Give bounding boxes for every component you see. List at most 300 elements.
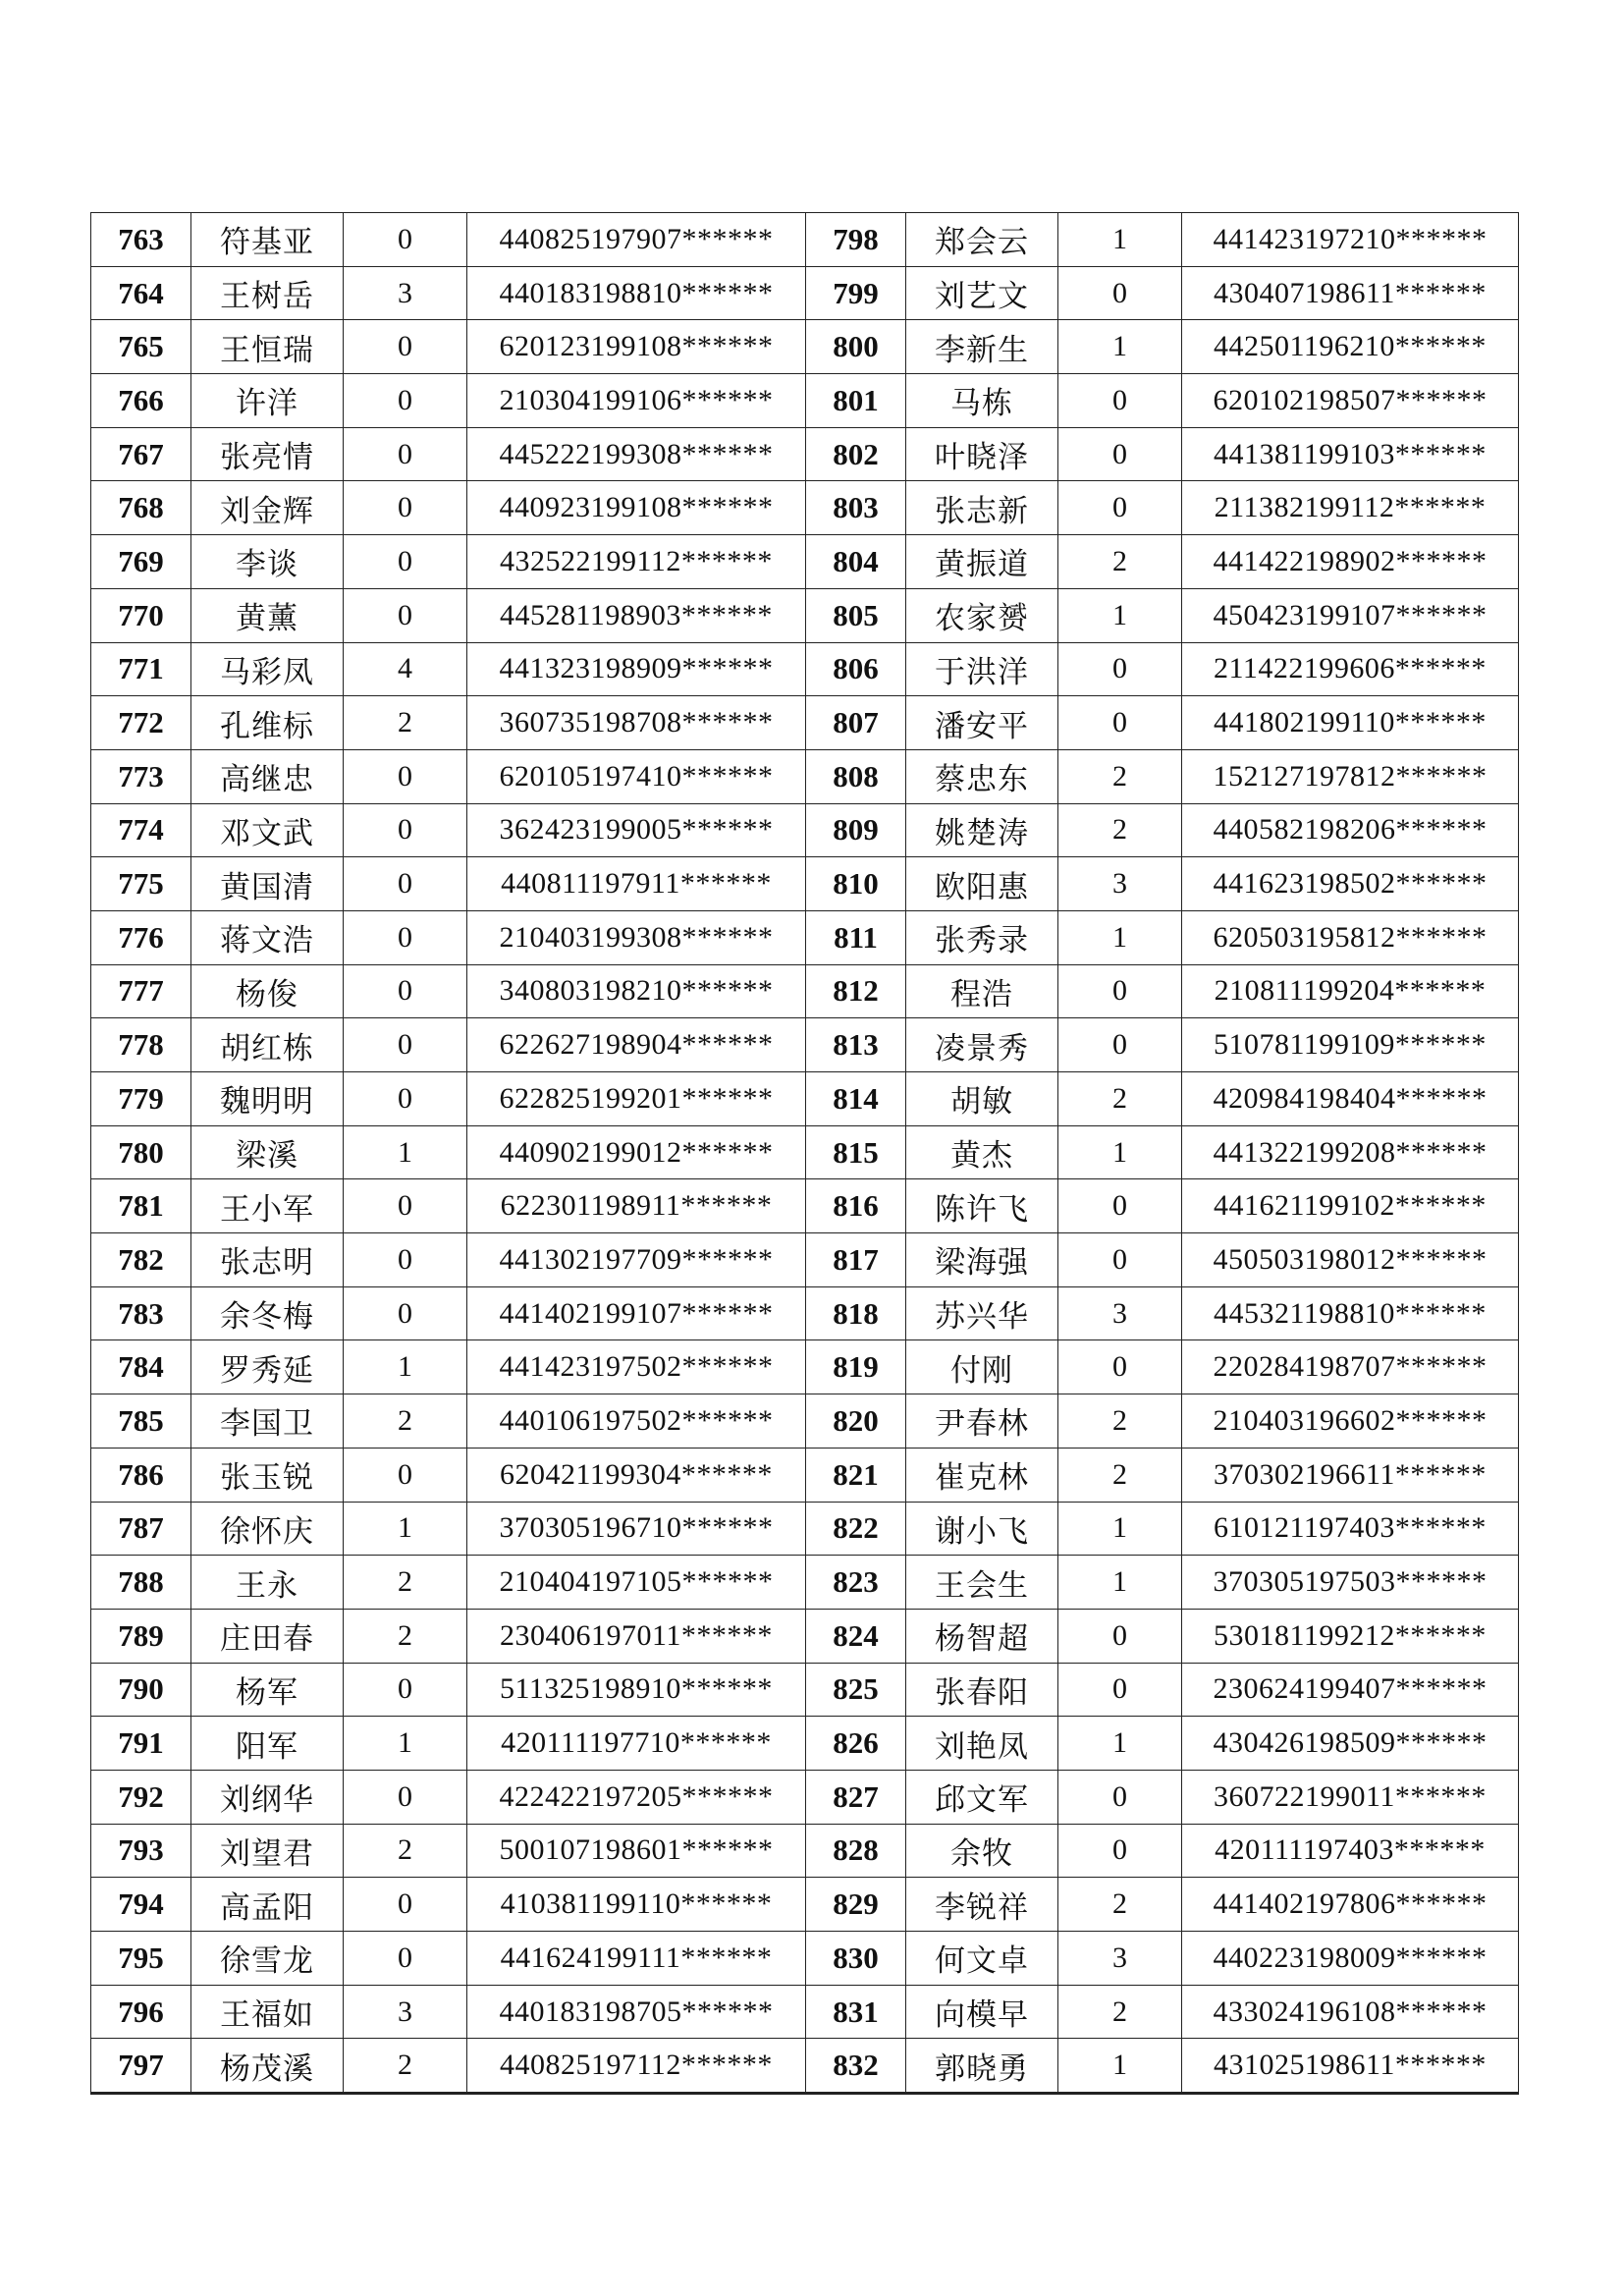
right-person-name: 刘艳凤	[906, 1717, 1058, 1771]
right-count-value: 1	[1058, 1556, 1182, 1610]
right-id-number: 210403196602******	[1182, 1394, 1519, 1449]
right-row-number: 803	[806, 481, 906, 535]
right-id-number: 433024196108******	[1182, 1985, 1519, 2039]
right-id-number: 441623198502******	[1182, 857, 1519, 911]
left-id-number: 445222199308******	[467, 427, 806, 481]
right-id-number: 211382199112******	[1182, 481, 1519, 535]
right-row-number: 812	[806, 964, 906, 1018]
left-id-number: 230406197011******	[467, 1609, 806, 1663]
left-count-value: 0	[344, 1179, 467, 1233]
left-row-number: 783	[91, 1286, 191, 1340]
right-count-value: 0	[1058, 1663, 1182, 1717]
left-person-name: 李国卫	[191, 1394, 344, 1449]
right-count-value: 2	[1058, 535, 1182, 589]
left-row-number: 765	[91, 320, 191, 374]
table-row	[91, 1179, 1519, 1233]
left-id-number: 340803198210******	[467, 964, 806, 1018]
right-id-number: 510781199109******	[1182, 1018, 1519, 1072]
right-count-value: 1	[1058, 1502, 1182, 1556]
roster-table	[90, 212, 1519, 2095]
right-id-number: 370302196611******	[1182, 1448, 1519, 1502]
left-count-value: 0	[344, 535, 467, 589]
left-row-number: 763	[91, 213, 191, 267]
table-row	[91, 1932, 1519, 1986]
left-row-number: 780	[91, 1125, 191, 1179]
left-count-value: 0	[344, 1233, 467, 1287]
right-person-name: 姚楚涛	[906, 803, 1058, 857]
right-id-number: 620102198507******	[1182, 374, 1519, 428]
table-row	[91, 1663, 1519, 1717]
left-person-name: 张志明	[191, 1233, 344, 1287]
left-row-number: 787	[91, 1502, 191, 1556]
right-person-name: 潘安平	[906, 696, 1058, 750]
left-id-number: 620421199304******	[467, 1448, 806, 1502]
left-count-value: 3	[344, 266, 467, 320]
left-person-name: 刘望君	[191, 1824, 344, 1878]
left-row-number: 774	[91, 803, 191, 857]
right-id-number: 420111197403******	[1182, 1824, 1519, 1878]
left-person-name: 梁溪	[191, 1125, 344, 1179]
left-row-number: 778	[91, 1018, 191, 1072]
right-person-name: 郑会云	[906, 213, 1058, 267]
right-row-number: 815	[806, 1125, 906, 1179]
right-person-name: 崔克林	[906, 1448, 1058, 1502]
right-person-name: 李新生	[906, 320, 1058, 374]
table-row	[91, 1556, 1519, 1610]
right-person-name: 黄杰	[906, 1125, 1058, 1179]
left-row-number: 784	[91, 1340, 191, 1394]
left-count-value: 0	[344, 1663, 467, 1717]
right-id-number: 620503195812******	[1182, 910, 1519, 964]
left-row-number: 795	[91, 1932, 191, 1986]
left-id-number: 440902199012******	[467, 1125, 806, 1179]
left-id-number: 620105197410******	[467, 749, 806, 803]
right-count-value: 3	[1058, 857, 1182, 911]
left-row-number: 773	[91, 749, 191, 803]
right-id-number: 430426198509******	[1182, 1717, 1519, 1771]
right-person-name: 叶晓泽	[906, 427, 1058, 481]
right-id-number: 441322199208******	[1182, 1125, 1519, 1179]
left-id-number: 620123199108******	[467, 320, 806, 374]
right-person-name: 凌景秀	[906, 1018, 1058, 1072]
right-row-number: 823	[806, 1556, 906, 1610]
right-id-number: 431025198611******	[1182, 2039, 1519, 2094]
right-count-value: 0	[1058, 1018, 1182, 1072]
left-count-value: 2	[344, 1609, 467, 1663]
right-count-value: 0	[1058, 1233, 1182, 1287]
table-row	[91, 427, 1519, 481]
right-row-number: 816	[806, 1179, 906, 1233]
left-count-value: 0	[344, 1072, 467, 1126]
right-person-name: 张志新	[906, 481, 1058, 535]
right-count-value: 2	[1058, 803, 1182, 857]
left-id-number: 441402199107******	[467, 1286, 806, 1340]
left-row-number: 786	[91, 1448, 191, 1502]
left-row-number: 788	[91, 1556, 191, 1610]
left-id-number: 440825197112******	[467, 2039, 806, 2094]
right-row-number: 827	[806, 1770, 906, 1824]
left-person-name: 孔维标	[191, 696, 344, 750]
right-count-value: 0	[1058, 696, 1182, 750]
left-row-number: 781	[91, 1179, 191, 1233]
left-row-number: 768	[91, 481, 191, 535]
right-id-number: 360722199011******	[1182, 1770, 1519, 1824]
left-count-value: 0	[344, 588, 467, 642]
right-count-value: 2	[1058, 1394, 1182, 1449]
table-row	[91, 696, 1519, 750]
left-person-name: 高继忠	[191, 749, 344, 803]
left-count-value: 0	[344, 1770, 467, 1824]
left-id-number: 432522199112******	[467, 535, 806, 589]
left-id-number: 440923199108******	[467, 481, 806, 535]
right-id-number: 430407198611******	[1182, 266, 1519, 320]
left-row-number: 776	[91, 910, 191, 964]
left-id-number: 622627198904******	[467, 1018, 806, 1072]
left-count-value: 0	[344, 1878, 467, 1932]
right-person-name: 苏兴华	[906, 1286, 1058, 1340]
left-count-value: 2	[344, 696, 467, 750]
left-count-value: 2	[344, 1824, 467, 1878]
right-id-number: 440582198206******	[1182, 803, 1519, 857]
left-id-number: 440106197502******	[467, 1394, 806, 1449]
left-id-number: 622825199201******	[467, 1072, 806, 1126]
right-row-number: 826	[806, 1717, 906, 1771]
left-row-number: 777	[91, 964, 191, 1018]
right-id-number: 610121197403******	[1182, 1502, 1519, 1556]
right-count-value: 0	[1058, 374, 1182, 428]
right-id-number: 211422199606******	[1182, 642, 1519, 696]
right-id-number: 152127197812******	[1182, 749, 1519, 803]
left-row-number: 794	[91, 1878, 191, 1932]
table-row	[91, 1824, 1519, 1878]
right-count-value: 3	[1058, 1932, 1182, 1986]
left-id-number: 362423199005******	[467, 803, 806, 857]
left-count-value: 0	[344, 1286, 467, 1340]
table-row	[91, 857, 1519, 911]
right-row-number: 832	[806, 2039, 906, 2094]
right-count-value: 0	[1058, 1770, 1182, 1824]
right-row-number: 808	[806, 749, 906, 803]
right-person-name: 谢小飞	[906, 1502, 1058, 1556]
right-id-number: 530181199212******	[1182, 1609, 1519, 1663]
left-count-value: 0	[344, 1932, 467, 1986]
left-count-value: 2	[344, 1394, 467, 1449]
left-person-name: 许洋	[191, 374, 344, 428]
right-id-number: 441423197210******	[1182, 213, 1519, 267]
left-row-number: 779	[91, 1072, 191, 1126]
left-row-number: 791	[91, 1717, 191, 1771]
right-person-name: 向模早	[906, 1985, 1058, 2039]
right-person-name: 于洪洋	[906, 642, 1058, 696]
right-row-number: 798	[806, 213, 906, 267]
left-person-name: 王福如	[191, 1985, 344, 2039]
right-count-value: 2	[1058, 1985, 1182, 2039]
right-row-number: 810	[806, 857, 906, 911]
right-row-number: 829	[806, 1878, 906, 1932]
right-person-name: 张秀录	[906, 910, 1058, 964]
right-row-number: 802	[806, 427, 906, 481]
right-row-number: 814	[806, 1072, 906, 1126]
left-row-number: 782	[91, 1233, 191, 1287]
table-row	[91, 1770, 1519, 1824]
table-row	[91, 535, 1519, 589]
right-count-value: 0	[1058, 964, 1182, 1018]
left-row-number: 770	[91, 588, 191, 642]
right-person-name: 陈许飞	[906, 1179, 1058, 1233]
left-person-name: 蒋文浩	[191, 910, 344, 964]
left-count-value: 0	[344, 857, 467, 911]
table-row	[91, 1340, 1519, 1394]
left-person-name: 徐怀庆	[191, 1502, 344, 1556]
right-person-name: 王会生	[906, 1556, 1058, 1610]
left-person-name: 刘金辉	[191, 481, 344, 535]
left-person-name: 王小军	[191, 1179, 344, 1233]
right-person-name: 杨智超	[906, 1609, 1058, 1663]
table-row	[91, 1985, 1519, 2039]
table-row	[91, 1233, 1519, 1287]
right-row-number: 819	[806, 1340, 906, 1394]
left-count-value: 0	[344, 213, 467, 267]
right-row-number: 799	[806, 266, 906, 320]
table-row	[91, 320, 1519, 374]
right-row-number: 801	[806, 374, 906, 428]
right-person-name: 付刚	[906, 1340, 1058, 1394]
table-row	[91, 374, 1519, 428]
left-id-number: 622301198911******	[467, 1179, 806, 1233]
left-id-number: 441302197709******	[467, 1233, 806, 1287]
right-count-value: 0	[1058, 1824, 1182, 1878]
left-row-number: 775	[91, 857, 191, 911]
table-row	[91, 803, 1519, 857]
right-id-number: 450503198012******	[1182, 1233, 1519, 1287]
right-count-value: 1	[1058, 910, 1182, 964]
right-person-name: 何文卓	[906, 1932, 1058, 1986]
left-id-number: 210403199308******	[467, 910, 806, 964]
right-row-number: 830	[806, 1932, 906, 1986]
left-person-name: 阳军	[191, 1717, 344, 1771]
right-person-name: 郭晓勇	[906, 2039, 1058, 2094]
table-row	[91, 1448, 1519, 1502]
left-count-value: 1	[344, 1125, 467, 1179]
left-id-number: 210404197105******	[467, 1556, 806, 1610]
left-person-name: 李谈	[191, 535, 344, 589]
right-row-number: 824	[806, 1609, 906, 1663]
left-id-number: 440811197911******	[467, 857, 806, 911]
left-id-number: 441624199111******	[467, 1932, 806, 1986]
left-count-value: 2	[344, 1556, 467, 1610]
right-id-number: 441381199103******	[1182, 427, 1519, 481]
right-id-number: 440223198009******	[1182, 1932, 1519, 1986]
right-row-number: 809	[806, 803, 906, 857]
right-count-value: 0	[1058, 1179, 1182, 1233]
left-person-name: 邓文武	[191, 803, 344, 857]
table-row	[91, 1878, 1519, 1932]
right-count-value: 0	[1058, 481, 1182, 535]
left-id-number: 370305196710******	[467, 1502, 806, 1556]
left-row-number: 771	[91, 642, 191, 696]
right-row-number: 804	[806, 535, 906, 589]
right-person-name: 黄振道	[906, 535, 1058, 589]
right-person-name: 欧阳惠	[906, 857, 1058, 911]
table-body	[91, 213, 1519, 2094]
right-count-value: 1	[1058, 588, 1182, 642]
left-count-value: 0	[344, 427, 467, 481]
left-row-number: 766	[91, 374, 191, 428]
left-count-value: 0	[344, 803, 467, 857]
left-row-number: 793	[91, 1824, 191, 1878]
table-row	[91, 1394, 1519, 1449]
right-row-number: 806	[806, 642, 906, 696]
right-count-value: 1	[1058, 1717, 1182, 1771]
right-row-number: 811	[806, 910, 906, 964]
table-row	[91, 588, 1519, 642]
left-person-name: 王恒瑞	[191, 320, 344, 374]
right-count-value: 2	[1058, 1878, 1182, 1932]
left-row-number: 767	[91, 427, 191, 481]
right-count-value: 0	[1058, 1340, 1182, 1394]
left-row-number: 785	[91, 1394, 191, 1449]
right-count-value: 1	[1058, 320, 1182, 374]
right-row-number: 820	[806, 1394, 906, 1449]
right-person-name: 农家赟	[906, 588, 1058, 642]
left-person-name: 胡红栋	[191, 1018, 344, 1072]
right-id-number: 220284198707******	[1182, 1340, 1519, 1394]
left-id-number: 360735198708******	[467, 696, 806, 750]
left-person-name: 魏明明	[191, 1072, 344, 1126]
right-count-value: 1	[1058, 1125, 1182, 1179]
left-count-value: 0	[344, 374, 467, 428]
left-person-name: 余冬梅	[191, 1286, 344, 1340]
right-person-name: 余牧	[906, 1824, 1058, 1878]
left-count-value: 0	[344, 481, 467, 535]
right-id-number: 441422198902******	[1182, 535, 1519, 589]
right-id-number: 370305197503******	[1182, 1556, 1519, 1610]
right-person-name: 张春阳	[906, 1663, 1058, 1717]
table-row	[91, 1125, 1519, 1179]
right-person-name: 邱文军	[906, 1770, 1058, 1824]
left-row-number: 797	[91, 2039, 191, 2094]
right-row-number: 807	[806, 696, 906, 750]
right-row-number: 831	[806, 1985, 906, 2039]
left-count-value: 0	[344, 749, 467, 803]
left-person-name: 符基亚	[191, 213, 344, 267]
right-count-value: 2	[1058, 1072, 1182, 1126]
left-id-number: 440183198705******	[467, 1985, 806, 2039]
right-id-number: 441402197806******	[1182, 1878, 1519, 1932]
right-row-number: 822	[806, 1502, 906, 1556]
table-row	[91, 642, 1519, 696]
table-row	[91, 1717, 1519, 1771]
left-person-name: 庄田春	[191, 1609, 344, 1663]
table-row	[91, 213, 1519, 267]
table-row	[91, 1018, 1519, 1072]
left-id-number: 210304199106******	[467, 374, 806, 428]
left-id-number: 500107198601******	[467, 1824, 806, 1878]
left-id-number: 441423197502******	[467, 1340, 806, 1394]
right-id-number: 420984198404******	[1182, 1072, 1519, 1126]
table-row	[91, 1502, 1519, 1556]
right-person-name: 尹春林	[906, 1394, 1058, 1449]
table-row	[91, 481, 1519, 535]
left-person-name: 杨俊	[191, 964, 344, 1018]
table-row	[91, 1286, 1519, 1340]
table-row	[91, 2039, 1519, 2094]
left-count-value: 0	[344, 910, 467, 964]
right-count-value: 2	[1058, 749, 1182, 803]
left-row-number: 769	[91, 535, 191, 589]
left-person-name: 王树岳	[191, 266, 344, 320]
table-row	[91, 910, 1519, 964]
left-row-number: 772	[91, 696, 191, 750]
left-count-value: 3	[344, 1985, 467, 2039]
right-person-name: 李锐祥	[906, 1878, 1058, 1932]
right-count-value: 1	[1058, 2039, 1182, 2094]
left-count-value: 0	[344, 1448, 467, 1502]
right-row-number: 828	[806, 1824, 906, 1878]
left-id-number: 511325198910******	[467, 1663, 806, 1717]
right-count-value: 2	[1058, 1448, 1182, 1502]
right-id-number: 445321198810******	[1182, 1286, 1519, 1340]
left-person-name: 罗秀延	[191, 1340, 344, 1394]
table-row	[91, 964, 1519, 1018]
left-person-name: 刘纲华	[191, 1770, 344, 1824]
left-id-number: 441323198909******	[467, 642, 806, 696]
left-person-name: 王永	[191, 1556, 344, 1610]
right-count-value: 1	[1058, 213, 1182, 267]
left-id-number: 445281198903******	[467, 588, 806, 642]
left-count-value: 1	[344, 1502, 467, 1556]
left-count-value: 1	[344, 1340, 467, 1394]
left-count-value: 2	[344, 2039, 467, 2094]
right-person-name: 梁海强	[906, 1233, 1058, 1287]
right-row-number: 821	[806, 1448, 906, 1502]
table-row	[91, 1609, 1519, 1663]
left-person-name: 杨茂溪	[191, 2039, 344, 2094]
left-row-number: 789	[91, 1609, 191, 1663]
left-person-name: 张亮情	[191, 427, 344, 481]
left-row-number: 764	[91, 266, 191, 320]
right-person-name: 程浩	[906, 964, 1058, 1018]
left-count-value: 0	[344, 964, 467, 1018]
table-row	[91, 1072, 1519, 1126]
left-count-value: 0	[344, 320, 467, 374]
right-row-number: 813	[806, 1018, 906, 1072]
right-person-name: 马栋	[906, 374, 1058, 428]
right-count-value: 0	[1058, 642, 1182, 696]
table-row	[91, 266, 1519, 320]
left-person-name: 马彩凤	[191, 642, 344, 696]
right-count-value: 0	[1058, 266, 1182, 320]
left-count-value: 1	[344, 1717, 467, 1771]
right-count-value: 3	[1058, 1286, 1182, 1340]
right-id-number: 210811199204******	[1182, 964, 1519, 1018]
left-id-number: 410381199110******	[467, 1878, 806, 1932]
right-row-number: 818	[806, 1286, 906, 1340]
right-count-value: 0	[1058, 427, 1182, 481]
table-row	[91, 749, 1519, 803]
right-id-number: 450423199107******	[1182, 588, 1519, 642]
left-row-number: 790	[91, 1663, 191, 1717]
right-row-number: 800	[806, 320, 906, 374]
left-person-name: 黄薰	[191, 588, 344, 642]
right-row-number: 805	[806, 588, 906, 642]
right-person-name: 蔡忠东	[906, 749, 1058, 803]
right-id-number: 442501196210******	[1182, 320, 1519, 374]
left-id-number: 440183198810******	[467, 266, 806, 320]
right-person-name: 胡敏	[906, 1072, 1058, 1126]
left-person-name: 杨军	[191, 1663, 344, 1717]
left-person-name: 高孟阳	[191, 1878, 344, 1932]
